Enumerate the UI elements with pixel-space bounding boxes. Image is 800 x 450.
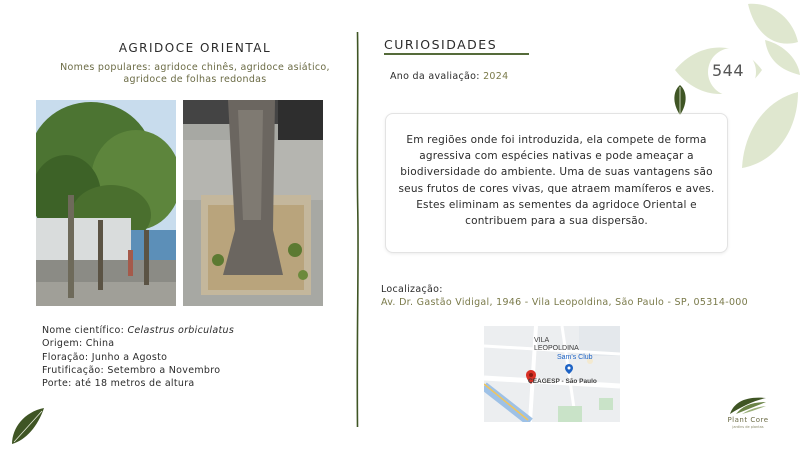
leaf-icon xyxy=(672,85,688,117)
scientific-name-row xyxy=(42,324,234,337)
curiosities-heading: CURIOSIDADES xyxy=(384,37,498,52)
fruiting: Frutificação: Setembro a Novembro xyxy=(42,364,221,376)
heading-underline xyxy=(384,53,529,55)
leaf-decoration-top-right xyxy=(670,0,800,180)
scientific-label: Nome científico: xyxy=(42,325,128,336)
curiosity-text: Em regiões onde foi introduzida, ela compete de forma agressiva com espécies nativas e pode ameaçar a biodiversidade do ambiente. Uma de suas vantagens são seus frutos de cores vivas, que atraem mamíferos e aves. Estes eliminam as sementes da agridoce Oriental e contribuem para a sua dispersão. xyxy=(398,134,715,228)
map-place-label: CEAGESP - São Paulo xyxy=(528,378,597,385)
plant-title: AGRIDOCE ORIENTAL xyxy=(118,41,272,55)
leaf-decoration-bottom-left xyxy=(8,406,48,446)
column-divider xyxy=(356,32,359,427)
map-district-label: VILA LEOPOLDINA xyxy=(534,337,579,352)
plant-core-logo xyxy=(728,394,768,416)
popular-names: Nomes populares: agridoce chinês, agridoce asiático, agridoce de folhas redondas xyxy=(60,62,330,85)
scientific-name: Celastrus orbiculatus xyxy=(127,325,235,336)
location-label: Localização: xyxy=(381,284,443,295)
evaluation-year xyxy=(390,71,508,82)
location-map[interactable] xyxy=(484,326,620,422)
store-pin-icon xyxy=(565,364,573,374)
map-store-label: Sam's Club xyxy=(557,354,593,361)
plant-number-badge: 544 xyxy=(712,61,745,80)
year-label: Ano da avaliação: xyxy=(390,71,484,82)
flowering: Floração: Junho a Agosto xyxy=(42,351,168,363)
tree-photo xyxy=(36,100,176,306)
brand-name: Plant Core xyxy=(727,416,769,424)
year-value: 2024 xyxy=(483,71,509,82)
origin: Origem: China xyxy=(42,338,115,350)
plant-facts xyxy=(42,324,234,390)
brand-tagline: jardins de plantas xyxy=(732,425,764,429)
location-address: Av. Dr. Gastão Vidigal, 1946 - Vila Leopoldina, São Paulo - SP, 05314-000 xyxy=(381,297,748,308)
trunk-photo xyxy=(183,100,323,306)
size: Porte: até 18 metros de altura xyxy=(42,378,195,390)
